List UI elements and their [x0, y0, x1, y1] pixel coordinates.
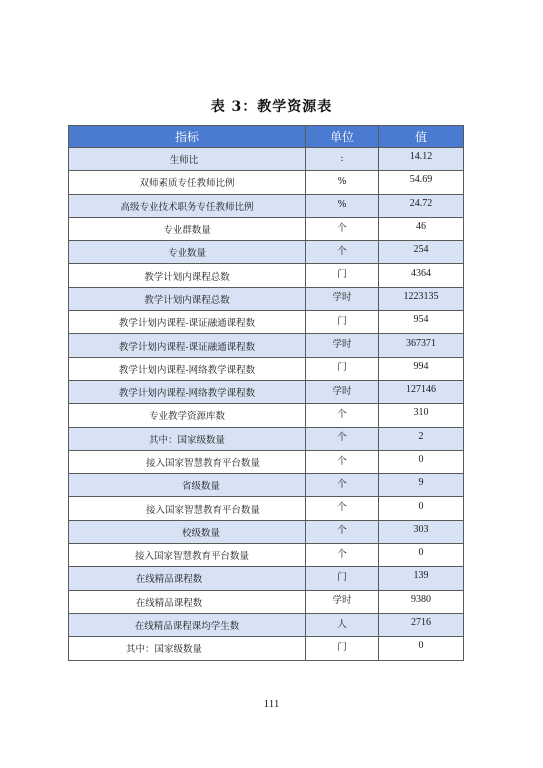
- value-cell: 46: [379, 217, 464, 240]
- value-cell: 9: [379, 474, 464, 497]
- table-row: [69, 567, 464, 590]
- indicator-cell: 教学计划内课程总数: [69, 287, 306, 310]
- unit-cell: 学时: [306, 380, 379, 403]
- table-row: [69, 334, 464, 357]
- value-cell: 0: [379, 637, 464, 660]
- unit-cell: 学时: [306, 590, 379, 613]
- table-row: [69, 404, 464, 427]
- table-row: [69, 380, 464, 403]
- unit-cell: 门: [306, 637, 379, 660]
- value-cell: 139: [379, 567, 464, 590]
- value-cell: 9380: [379, 590, 464, 613]
- table-title: 表 3：教学资源表: [210, 99, 333, 115]
- header-unit: 单位: [306, 126, 379, 148]
- indicator-cell: 专业数量: [69, 241, 306, 264]
- unit-cell: 个: [306, 217, 379, 240]
- indicator-cell: 教学计划内课程-网络教学课程数: [69, 357, 306, 380]
- unit-cell: 学时: [306, 287, 379, 310]
- indicator-cell: 教学计划内课程-网络教学课程数: [69, 380, 306, 403]
- table-row: [69, 148, 464, 171]
- table-row: [69, 217, 464, 240]
- value-cell: 954: [379, 311, 464, 334]
- indicator-cell: 教学计划内课程-课证融通课程数: [69, 334, 306, 357]
- table-row: [69, 311, 464, 334]
- indicator-cell: 高级专业技术职务专任教师比例: [69, 194, 306, 217]
- indicator-cell: 教学计划内课程总数: [69, 264, 306, 287]
- unit-cell: 学时: [306, 334, 379, 357]
- unit-cell: 人: [306, 613, 379, 636]
- value-cell: 127146: [379, 380, 464, 403]
- table-row: [69, 637, 464, 660]
- table-header-row: [69, 126, 464, 148]
- table-row: [69, 194, 464, 217]
- indicator-cell: 接入国家智慧教育平台数量: [69, 544, 306, 567]
- indicator-cell: 在线精品课程数: [69, 590, 306, 613]
- table-row: [69, 590, 464, 613]
- value-cell: 994: [379, 357, 464, 380]
- indicator-cell: 在线精品课程课均学生数: [69, 613, 306, 636]
- value-cell: 2: [379, 427, 464, 450]
- unit-cell: 个: [306, 450, 379, 473]
- value-cell: 303: [379, 520, 464, 543]
- unit-cell: 个: [306, 520, 379, 543]
- value-cell: 24.72: [379, 194, 464, 217]
- value-cell: 2716: [379, 613, 464, 636]
- value-cell: 4364: [379, 264, 464, 287]
- table-row: [69, 357, 464, 380]
- unit-cell: 个: [306, 427, 379, 450]
- indicator-cell: 教学计划内课程-课证融通课程数: [69, 311, 306, 334]
- unit-cell: 个: [306, 404, 379, 427]
- table-row: [69, 241, 464, 264]
- table-row: [69, 520, 464, 543]
- table-row: [69, 474, 464, 497]
- value-cell: 0: [379, 497, 464, 520]
- table-row: [69, 544, 464, 567]
- value-cell: 1223135: [379, 287, 464, 310]
- indicator-cell: 校级数量: [69, 520, 306, 543]
- unit-cell: 个: [306, 544, 379, 567]
- value-cell: 0: [379, 544, 464, 567]
- table-row: [69, 171, 464, 194]
- indicator-cell: 在线精品课程数: [69, 567, 306, 590]
- unit-cell: 门: [306, 264, 379, 287]
- table-row: [69, 264, 464, 287]
- header-value: 值: [379, 126, 464, 148]
- unit-cell: %: [306, 171, 379, 194]
- unit-cell: %: [306, 194, 379, 217]
- value-cell: 0: [379, 450, 464, 473]
- indicator-cell: 专业教学资源库数: [69, 404, 306, 427]
- table-row: [69, 287, 464, 310]
- table-row: [69, 427, 464, 450]
- indicator-cell: 省级数量: [69, 474, 306, 497]
- value-cell: 54.69: [379, 171, 464, 194]
- value-cell: 14.12: [379, 148, 464, 171]
- table-row: [69, 497, 464, 520]
- unit-cell: 门: [306, 357, 379, 380]
- teaching-resources-table: [68, 125, 464, 661]
- unit-cell: 门: [306, 311, 379, 334]
- unit-cell: 个: [306, 497, 379, 520]
- indicator-cell: 双师素质专任教师比例: [69, 171, 306, 194]
- unit-cell: 个: [306, 474, 379, 497]
- indicator-cell: 其中：国家级数量: [69, 427, 306, 450]
- value-cell: 254: [379, 241, 464, 264]
- value-cell: 367371: [379, 334, 464, 357]
- unit-cell: 个: [306, 241, 379, 264]
- indicator-cell: 其中：国家级数量: [69, 637, 306, 660]
- indicator-cell: 接入国家智慧教育平台数量: [69, 450, 306, 473]
- indicator-cell: 生师比: [69, 148, 306, 171]
- indicator-cell: 接入国家智慧教育平台数量: [69, 497, 306, 520]
- indicator-cell: 专业群数量: [69, 217, 306, 240]
- table-row: [69, 450, 464, 473]
- unit-cell: 门: [306, 567, 379, 590]
- table-row: [69, 613, 464, 636]
- unit-cell: :: [306, 148, 379, 171]
- value-cell: 310: [379, 404, 464, 427]
- header-indicator: 指标: [69, 126, 306, 148]
- page-number: 111: [263, 698, 280, 710]
